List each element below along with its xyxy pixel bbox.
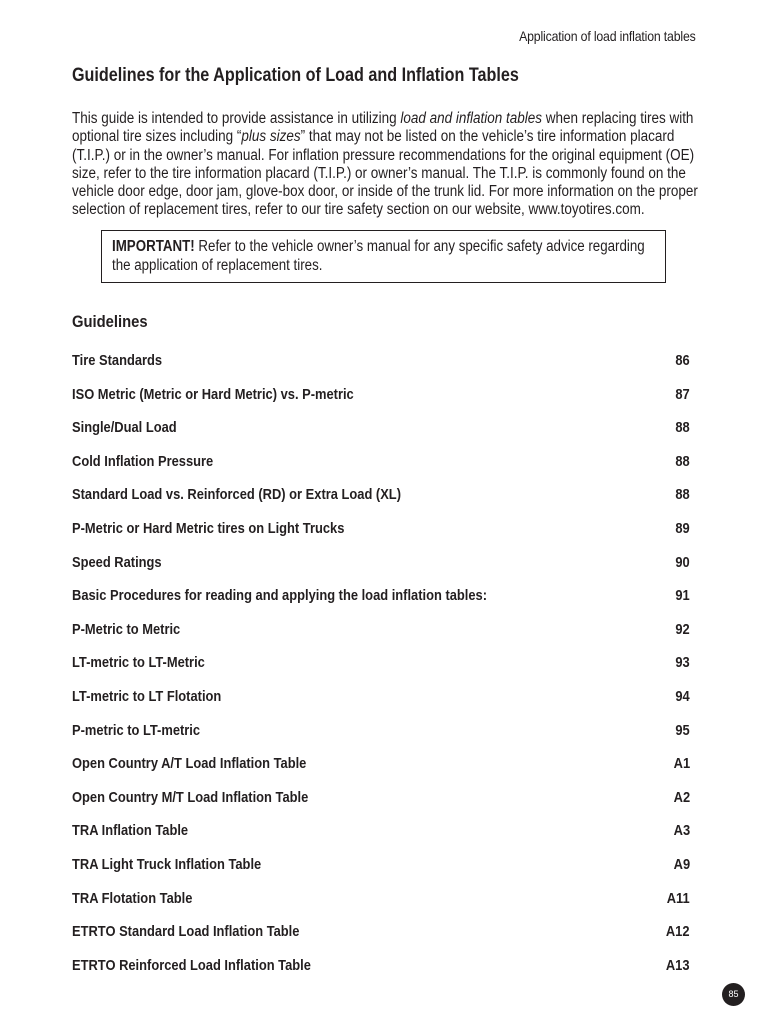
guideline-page-number: A2 — [673, 788, 690, 806]
guideline-entry — [72, 417, 690, 451]
intro-text-3: ” that may not be listed on the vehicle’s tire information placard (T.I.P.) or in the owner’s manual. For inflation pressure recommendations for the original equipment (OE) size, refer to the tire information placard (T.I.P.) or owner’s manual. The T.I.P. is commonly found on the vehicle door edge, door jam, glove-box door, or inside of the trunk lid. For more information on the proper selection of replacement tires, refer to our tire safety section on our website, www.toyotires.com. — [72, 128, 698, 219]
guideline-entry — [72, 854, 690, 888]
guideline-page-number: 88 — [675, 452, 690, 470]
guideline-entry — [72, 753, 690, 787]
guideline-page-number: A9 — [673, 855, 690, 873]
guideline-label: Speed Ratings — [72, 553, 162, 571]
guideline-page-number: 89 — [675, 519, 690, 537]
guideline-entry — [72, 451, 690, 485]
guideline-entry — [72, 921, 690, 955]
important-message: Refer to the vehicle owner’s manual for any specific safety advice regarding the application of replacement tires. — [112, 238, 645, 274]
guideline-page-number: 92 — [675, 620, 690, 638]
guideline-page-number: 93 — [675, 654, 690, 672]
important-callout-text — [112, 237, 662, 275]
guideline-page-number: 91 — [675, 587, 690, 605]
guideline-entry — [72, 888, 690, 922]
page-number-badge: 85 — [722, 983, 745, 1006]
guideline-label: Cold Inflation Pressure — [72, 452, 214, 470]
guideline-entry — [72, 552, 690, 586]
running-header: Application of load inflation tables — [519, 28, 696, 44]
guideline-label: Open Country A/T Load Inflation Table — [72, 755, 307, 773]
guideline-page-number: 90 — [675, 553, 690, 571]
guideline-label: ETRTO Reinforced Load Inflation Table — [72, 956, 311, 974]
guideline-label: P-Metric to Metric — [72, 620, 181, 638]
guideline-entry — [72, 787, 690, 821]
guideline-entry — [72, 585, 690, 619]
guideline-entry — [72, 619, 690, 653]
guideline-label: Basic Procedures for reading and applying the load inflation tables: — [72, 587, 488, 605]
page-title: Guidelines for the Application of Load and Inflation Tables — [72, 65, 519, 86]
guideline-entry — [72, 350, 690, 384]
guidelines-list — [72, 350, 690, 988]
important-label: IMPORTANT! — [112, 238, 195, 255]
guideline-page-number: 94 — [675, 687, 690, 705]
guideline-label: TRA Flotation Table — [72, 889, 193, 907]
important-callout-box — [101, 230, 666, 283]
guideline-label: TRA Light Truck Inflation Table — [72, 855, 262, 873]
guideline-page-number: 88 — [675, 419, 690, 437]
intro-paragraph — [72, 110, 698, 220]
guideline-label: LT-metric to LT-Metric — [72, 654, 205, 672]
guideline-page-number: 88 — [675, 486, 690, 504]
guideline-label: P-Metric or Hard Metric tires on Light Trucks — [72, 519, 345, 537]
guideline-label: P-metric to LT-metric — [72, 721, 201, 739]
guideline-entry — [72, 484, 690, 518]
guideline-entry — [72, 955, 690, 989]
guideline-entry — [72, 518, 690, 552]
guideline-label: ETRTO Standard Load Inflation Table — [72, 923, 300, 941]
guideline-label: Standard Load vs. Reinforced (RD) or Extra Load (XL) — [72, 486, 401, 504]
guideline-entry — [72, 720, 690, 754]
intro-emphasis-load-tables: load and inflation tables — [400, 110, 543, 127]
guideline-label: Tire Standards — [72, 352, 163, 369]
guideline-page-number: A3 — [673, 822, 690, 840]
guideline-label: LT-metric to LT Flotation — [72, 687, 222, 705]
guideline-entry — [72, 384, 690, 418]
guideline-entry — [72, 652, 690, 686]
guideline-entry — [72, 686, 690, 720]
intro-text-1: This guide is intended to provide assistance in utilizing — [72, 110, 401, 127]
guideline-page-number: A11 — [667, 889, 690, 907]
guideline-page-number: 86 — [675, 352, 690, 369]
guideline-page-number: 87 — [675, 385, 690, 403]
intro-emphasis-plus-sizes: plus sizes — [241, 128, 301, 146]
guideline-page-number: A13 — [666, 956, 690, 974]
guidelines-heading: Guidelines — [72, 312, 148, 331]
guideline-page-number: 95 — [675, 721, 690, 739]
guideline-page-number: A1 — [673, 755, 690, 773]
guideline-entry — [72, 820, 690, 854]
guideline-label: Open Country M/T Load Inflation Table — [72, 788, 309, 806]
guideline-page-number: A12 — [666, 923, 690, 941]
guideline-label: ISO Metric (Metric or Hard Metric) vs. P-metric — [72, 385, 354, 403]
intro-text-2: when replacing tires with optional tire sizes including “ — [72, 110, 694, 146]
guideline-label: Single/Dual Load — [72, 419, 177, 437]
guideline-label: TRA Inflation Table — [72, 822, 189, 840]
